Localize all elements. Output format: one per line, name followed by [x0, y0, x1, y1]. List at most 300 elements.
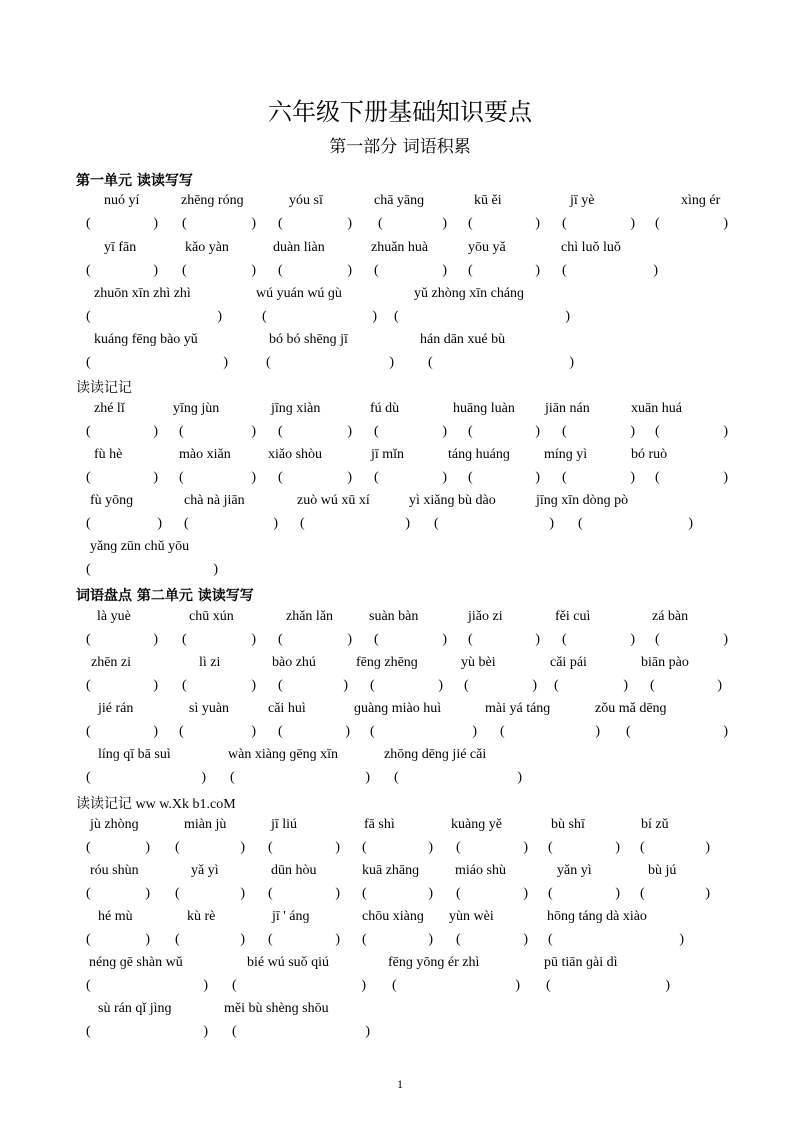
left-paren: ( [179, 470, 184, 485]
answer-blank[interactable] [86, 560, 218, 580]
answer-blank[interactable] [86, 838, 150, 858]
pinyin-term: xìnɡ ér [681, 193, 721, 208]
left-paren: ( [378, 216, 383, 231]
left-paren: ( [86, 263, 91, 278]
left-paren: ( [278, 263, 283, 278]
right-paren: ) [145, 886, 150, 901]
right-paren: ) [472, 724, 477, 739]
right-paren: ) [145, 932, 150, 947]
pinyin-term: yī fān [104, 240, 137, 255]
pinyin-term: là yuè [97, 609, 131, 624]
pinyin-term: kuā zhānɡ [362, 863, 420, 878]
answer-blank[interactable] [434, 514, 554, 534]
answer-blank[interactable] [179, 722, 256, 742]
left-paren: ( [230, 770, 235, 785]
right-paren: ) [535, 216, 540, 231]
answer-blank[interactable] [374, 261, 447, 281]
right-paren: ) [523, 886, 528, 901]
left-paren: ( [86, 355, 91, 370]
answer-blank[interactable] [86, 307, 222, 327]
section-heading-text: 词语盘点 第二单元 读读写写 [76, 588, 254, 604]
left-paren: ( [655, 424, 660, 439]
left-paren: ( [86, 516, 91, 531]
answer-blank[interactable] [182, 261, 256, 281]
answer-blank[interactable] [362, 884, 433, 904]
answer-blank[interactable] [86, 214, 158, 234]
left-paren: ( [626, 724, 631, 739]
left-paren: ( [175, 840, 180, 855]
right-paren: ) [523, 840, 528, 855]
right-paren: ) [442, 470, 447, 485]
answer-blank[interactable] [562, 468, 635, 488]
left-paren: ( [562, 216, 567, 231]
answer-blank[interactable] [230, 768, 370, 788]
pinyin-term: línɡ qī bā suì [98, 747, 171, 762]
answer-blank[interactable] [562, 261, 658, 281]
right-paren: ) [240, 886, 245, 901]
pinyin-term: lì zi [199, 655, 221, 670]
pinyin-term: yīnɡ jùn [173, 401, 220, 416]
answer-blank[interactable] [278, 422, 352, 442]
left-paren: ( [434, 516, 439, 531]
answer-blank[interactable] [468, 214, 540, 234]
pinyin-term: mài yá tánɡ [485, 701, 551, 716]
right-paren: ) [405, 516, 410, 531]
right-paren: ) [240, 932, 245, 947]
pinyin-term: jié rán [98, 701, 134, 716]
answer-blank[interactable] [175, 884, 245, 904]
left-paren: ( [554, 678, 559, 693]
right-paren: ) [523, 932, 528, 947]
pinyin-term: chōu xiànɡ [362, 909, 424, 924]
pinyin-term: yóu sī [289, 193, 323, 208]
answer-blank[interactable] [278, 261, 352, 281]
right-paren: ) [630, 632, 635, 647]
pinyin-term: yōu yǎ [468, 240, 506, 255]
answer-blank[interactable] [394, 307, 570, 327]
pinyin-term: róu shùn [90, 863, 139, 878]
pinyin-term: zǒu mǎ dēnɡ [595, 701, 667, 716]
right-paren: ) [153, 470, 158, 485]
pinyin-term: chì luǒ luǒ [561, 240, 621, 255]
section-heading [76, 793, 236, 813]
pinyin-term: zhé lǐ [94, 401, 125, 416]
left-paren: ( [500, 724, 505, 739]
pinyin-term: jī liú [271, 817, 298, 832]
left-paren: ( [374, 424, 379, 439]
answer-blank[interactable] [468, 468, 540, 488]
pinyin-term: zhēn zi [91, 655, 132, 670]
pinyin-term: jiǎo zi [468, 609, 503, 624]
right-paren: ) [565, 309, 570, 324]
pinyin-term: ɡuànɡ miào huì [354, 701, 442, 716]
pinyin-term: jiān nán [545, 401, 590, 416]
left-paren: ( [546, 978, 551, 993]
right-paren: ) [688, 516, 693, 531]
answer-blank[interactable] [548, 930, 684, 950]
answer-blank[interactable] [86, 930, 150, 950]
answer-blank[interactable] [370, 676, 443, 696]
pinyin-term: chā yānɡ [374, 193, 425, 208]
left-paren: ( [464, 678, 469, 693]
pinyin-term: cǎi pái [550, 655, 587, 670]
pinyin-term: zhuōn xīn zhì zhì [94, 286, 191, 301]
answer-blank[interactable] [548, 838, 620, 858]
right-paren: ) [705, 886, 710, 901]
pinyin-term: jīnɡ xiàn [271, 401, 321, 416]
answer-blank[interactable] [86, 514, 162, 534]
right-paren: ) [653, 263, 658, 278]
left-paren: ( [548, 932, 553, 947]
answer-blank[interactable] [655, 468, 728, 488]
answer-blank[interactable] [578, 514, 693, 534]
right-paren: ) [442, 216, 447, 231]
pinyin-term: wú yuán wú ɡù [256, 286, 342, 301]
right-paren: ) [630, 470, 635, 485]
right-paren: ) [615, 886, 620, 901]
left-paren: ( [456, 932, 461, 947]
right-paren: ) [217, 309, 222, 324]
answer-blank[interactable] [655, 214, 728, 234]
pinyin-term: kù rè [187, 909, 216, 924]
answer-blank[interactable] [456, 838, 528, 858]
answer-blank[interactable] [370, 722, 477, 742]
pinyin-term: zhǎn lǎn [286, 609, 334, 624]
answer-blank[interactable] [554, 676, 628, 696]
left-paren: ( [184, 516, 189, 531]
answer-blank[interactable] [262, 307, 377, 327]
section-heading-text: 第一单元 读读写写 [76, 173, 193, 189]
pinyin-term: suàn bàn [369, 609, 419, 624]
left-paren: ( [456, 840, 461, 855]
left-paren: ( [86, 424, 91, 439]
right-paren: ) [428, 840, 433, 855]
left-paren: ( [86, 724, 91, 739]
pinyin-term: fú dù [370, 401, 400, 416]
right-paren: ) [153, 632, 158, 647]
answer-blank[interactable] [278, 468, 352, 488]
left-paren: ( [86, 309, 91, 324]
left-paren: ( [362, 840, 367, 855]
page-number: 1 [397, 1077, 403, 1091]
pinyin-term: huānɡ luàn [453, 401, 515, 416]
answer-blank[interactable] [175, 930, 245, 950]
pinyin-term: yùn wèi [449, 909, 494, 924]
pinyin-term: fěi cuì [555, 609, 591, 624]
answer-blank[interactable] [86, 261, 158, 281]
answer-blank[interactable] [86, 768, 206, 788]
answer-blank[interactable] [374, 422, 447, 442]
left-paren: ( [362, 932, 367, 947]
answer-blank[interactable] [456, 884, 528, 904]
answer-blank[interactable] [374, 630, 447, 650]
left-paren: ( [655, 470, 660, 485]
answer-blank[interactable] [468, 261, 540, 281]
answer-blank[interactable] [650, 676, 722, 696]
answer-blank[interactable] [182, 214, 256, 234]
pinyin-term: duàn liàn [273, 240, 325, 255]
right-paren: ) [347, 263, 352, 278]
pinyin-term: hōnɡ tánɡ dà xiào [547, 909, 647, 924]
pinyin-term: chà nà jiān [184, 493, 245, 508]
right-paren: ) [389, 355, 394, 370]
left-paren: ( [86, 978, 91, 993]
left-paren: ( [182, 678, 187, 693]
pinyin-term: zá bàn [652, 609, 689, 624]
answer-blank[interactable] [179, 422, 256, 442]
pinyin-term: nuó yí [104, 193, 140, 208]
left-paren: ( [394, 770, 399, 785]
pinyin-term: mínɡ yì [544, 447, 588, 462]
left-paren: ( [655, 632, 660, 647]
pinyin-term: jī ' ánɡ [272, 909, 310, 924]
answer-blank[interactable] [362, 838, 433, 858]
right-paren: ) [569, 355, 574, 370]
answer-blank[interactable] [428, 353, 574, 373]
right-paren: ) [153, 678, 158, 693]
pinyin-term: jī yè [570, 193, 595, 208]
right-paren: ) [145, 840, 150, 855]
answer-blank[interactable] [392, 976, 520, 996]
right-paren: ) [723, 724, 728, 739]
right-paren: ) [335, 886, 340, 901]
right-paren: ) [615, 840, 620, 855]
left-paren: ( [562, 632, 567, 647]
right-paren: ) [273, 516, 278, 531]
page-subtitle: 第一部分 词语积累 [329, 137, 471, 157]
left-paren: ( [278, 678, 283, 693]
pinyin-term: kuànɡ yě [451, 817, 502, 832]
right-paren: ) [723, 470, 728, 485]
right-paren: ) [153, 424, 158, 439]
answer-blank[interactable] [266, 353, 394, 373]
left-paren: ( [86, 770, 91, 785]
pinyin-term: biān pào [641, 655, 689, 670]
pinyin-term: bí zǔ [641, 817, 669, 832]
right-paren: ) [335, 932, 340, 947]
right-paren: ) [251, 470, 256, 485]
answer-blank[interactable] [268, 838, 340, 858]
right-paren: ) [679, 932, 684, 947]
right-paren: ) [549, 516, 554, 531]
right-paren: ) [153, 724, 158, 739]
right-paren: ) [347, 216, 352, 231]
right-paren: ) [335, 840, 340, 855]
answer-blank[interactable] [655, 630, 728, 650]
page-title: 六年级下册基础知识要点 [268, 98, 532, 126]
answer-blank[interactable] [268, 884, 340, 904]
answer-blank[interactable] [548, 884, 620, 904]
answer-blank[interactable] [374, 468, 447, 488]
answer-blank[interactable] [468, 422, 540, 442]
answer-blank[interactable] [300, 514, 410, 534]
left-paren: ( [548, 886, 553, 901]
answer-blank[interactable] [278, 676, 348, 696]
right-paren: ) [535, 632, 540, 647]
answer-blank[interactable] [362, 930, 433, 950]
answer-blank[interactable] [562, 214, 635, 234]
right-paren: ) [535, 424, 540, 439]
left-paren: ( [182, 216, 187, 231]
pinyin-term: pū tiān ɡài dì [544, 955, 618, 970]
pinyin-term: zuò wú xū xí [297, 493, 370, 508]
pinyin-term: fù hè [94, 447, 123, 462]
pinyin-term: fù yōnɡ [90, 493, 134, 508]
left-paren: ( [655, 216, 660, 231]
answer-blank[interactable] [182, 676, 256, 696]
left-paren: ( [278, 632, 283, 647]
left-paren: ( [179, 424, 184, 439]
answer-blank[interactable] [562, 630, 635, 650]
answer-blank[interactable] [86, 676, 158, 696]
right-paren: ) [203, 1024, 208, 1039]
answer-blank[interactable] [464, 676, 537, 696]
pinyin-term: zhēnɡ rónɡ [181, 193, 244, 208]
pinyin-term: tánɡ huánɡ [448, 447, 510, 462]
answer-blank[interactable] [86, 353, 228, 373]
left-paren: ( [266, 355, 271, 370]
answer-blank[interactable] [182, 630, 256, 650]
left-paren: ( [86, 562, 91, 577]
pinyin-term: hé mù [98, 909, 133, 924]
left-paren: ( [86, 216, 91, 231]
right-paren: ) [251, 263, 256, 278]
left-paren: ( [86, 932, 91, 947]
left-paren: ( [562, 470, 567, 485]
watermark-link-text: ww w.Xk b1.coM [132, 797, 236, 812]
pinyin-term: bù jú [648, 863, 677, 878]
answer-blank[interactable] [655, 422, 728, 442]
right-paren: ) [361, 978, 366, 993]
answer-blank[interactable] [232, 976, 366, 996]
right-paren: ) [365, 770, 370, 785]
left-paren: ( [562, 424, 567, 439]
section-heading-text: 读读记记 [76, 380, 132, 396]
right-paren: ) [365, 1024, 370, 1039]
right-paren: ) [428, 886, 433, 901]
pinyin-term: chū xún [189, 609, 234, 624]
left-paren: ( [468, 263, 473, 278]
left-paren: ( [562, 263, 567, 278]
left-paren: ( [548, 840, 553, 855]
answer-blank[interactable] [86, 884, 150, 904]
left-paren: ( [86, 632, 91, 647]
answer-blank[interactable] [86, 1022, 208, 1042]
right-paren: ) [630, 424, 635, 439]
pinyin-term: cǎi huì [268, 701, 306, 716]
left-paren: ( [300, 516, 305, 531]
left-paren: ( [456, 886, 461, 901]
right-paren: ) [623, 678, 628, 693]
left-paren: ( [278, 470, 283, 485]
answer-blank[interactable] [468, 630, 540, 650]
left-paren: ( [374, 632, 379, 647]
pinyin-term: bó bó shēnɡ jī [269, 332, 348, 347]
left-paren: ( [182, 632, 187, 647]
right-paren: ) [223, 355, 228, 370]
answer-blank[interactable] [500, 722, 600, 742]
answer-blank[interactable] [86, 976, 208, 996]
right-paren: ) [345, 724, 350, 739]
pinyin-term: miàn jù [184, 817, 227, 832]
pinyin-term: bó ruò [631, 447, 668, 462]
answer-blank[interactable] [86, 722, 158, 742]
answer-blank[interactable] [86, 422, 158, 442]
pinyin-term: bù shī [551, 817, 585, 832]
answer-blank[interactable] [640, 884, 710, 904]
answer-blank[interactable] [86, 468, 158, 488]
left-paren: ( [370, 724, 375, 739]
right-paren: ) [153, 263, 158, 278]
right-paren: ) [442, 632, 447, 647]
pinyin-term: nénɡ ɡē shàn wǔ [89, 955, 183, 970]
section-heading-text: 读读记记 [76, 796, 132, 812]
right-paren: ) [347, 470, 352, 485]
answer-blank[interactable] [394, 768, 522, 788]
right-paren: ) [595, 724, 600, 739]
pinyin-term: yì xiǎnɡ bù dào [409, 493, 496, 508]
pinyin-term: mào xiǎn [179, 447, 231, 462]
answer-blank[interactable] [86, 630, 158, 650]
left-paren: ( [370, 678, 375, 693]
answer-blank[interactable] [640, 838, 710, 858]
pinyin-term: xiǎo shòu [268, 447, 323, 462]
answer-blank[interactable] [179, 468, 256, 488]
left-paren: ( [468, 632, 473, 647]
left-paren: ( [428, 355, 433, 370]
pinyin-term: zhōnɡ dēnɡ jié cǎi [384, 747, 487, 762]
right-paren: ) [723, 216, 728, 231]
right-paren: ) [515, 978, 520, 993]
pinyin-term: miáo shù [455, 863, 506, 878]
section-heading [76, 170, 193, 190]
right-paren: ) [347, 632, 352, 647]
pinyin-term: sì yuàn [189, 701, 230, 716]
right-paren: ) [717, 678, 722, 693]
answer-blank[interactable] [626, 722, 728, 742]
right-paren: ) [428, 932, 433, 947]
left-paren: ( [468, 470, 473, 485]
answer-blank[interactable] [278, 630, 352, 650]
answer-blank[interactable] [278, 722, 350, 742]
right-paren: ) [251, 632, 256, 647]
right-paren: ) [535, 470, 540, 485]
pinyin-term: yǎnɡ zūn chǔ yōu [90, 539, 190, 554]
answer-blank[interactable] [184, 514, 278, 534]
answer-blank[interactable] [456, 930, 528, 950]
left-paren: ( [268, 886, 273, 901]
answer-blank[interactable] [268, 930, 340, 950]
right-paren: ) [201, 770, 206, 785]
answer-blank[interactable] [378, 214, 447, 234]
right-paren: ) [251, 678, 256, 693]
answer-blank[interactable] [175, 838, 245, 858]
right-paren: ) [723, 424, 728, 439]
answer-blank[interactable] [562, 422, 635, 442]
right-paren: ) [213, 562, 218, 577]
pinyin-term: yǎ yì [191, 863, 219, 878]
answer-blank[interactable] [278, 214, 352, 234]
right-paren: ) [442, 263, 447, 278]
answer-blank[interactable] [546, 976, 670, 996]
right-paren: ) [372, 309, 377, 324]
pinyin-term: bào zhú [272, 655, 316, 670]
answer-blank[interactable] [232, 1022, 370, 1042]
right-paren: ) [251, 424, 256, 439]
right-paren: ) [240, 840, 245, 855]
pinyin-term: dūn hòu [271, 863, 317, 878]
pinyin-term: xuān huá [631, 401, 682, 416]
